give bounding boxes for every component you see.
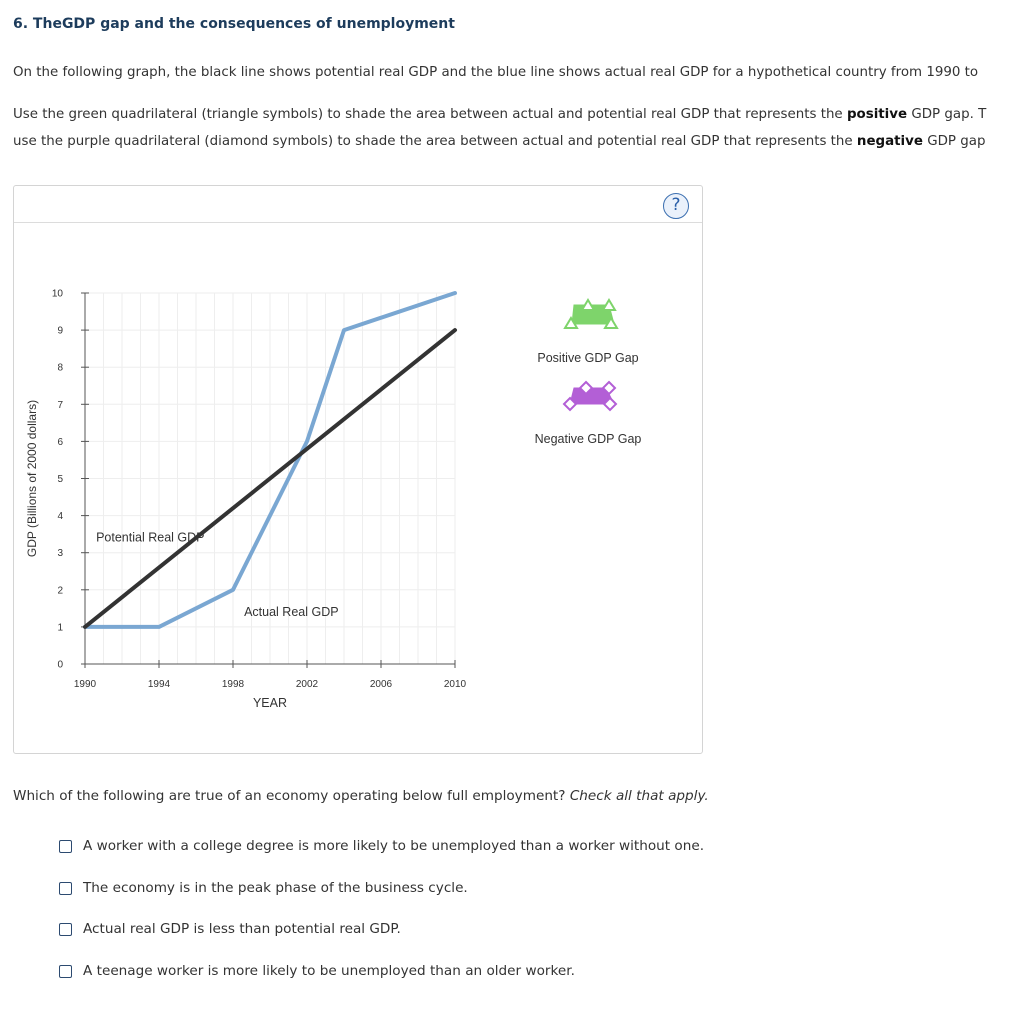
checkbox[interactable] <box>59 840 72 853</box>
x-tick-label: 2010 <box>443 679 467 690</box>
negative-keyword: negative <box>856 134 923 149</box>
choice-label: A worker with a college degree is more likely to be unemployed than a worker without one. <box>83 838 705 854</box>
instruction-text: GDP gap <box>922 134 986 149</box>
choice-actual-less-than-potential[interactable] <box>59 920 401 938</box>
x-tick-label: 1990 <box>73 679 97 690</box>
instruction-text: Use the green quadrilateral (triangle symbols) to shade the area between actual and potential real GDP that represents the <box>13 107 847 122</box>
y-axis-title: GDP (Billions of 2000 dollars) <box>25 399 39 558</box>
positive-gap-tool[interactable] <box>565 300 617 328</box>
positive-gap-label: Positive GDP Gap <box>537 351 639 365</box>
gdp-chart[interactable] <box>14 186 702 753</box>
question-text: Which of the following are true of an economy operating below full employment? <box>13 788 570 804</box>
instruction-line-1: On the following graph, the black line shows potential real GDP and the blue line shows actual real GDP for a hypothetical country from 1990 to <box>13 65 979 80</box>
x-axis-title: YEAR <box>252 696 288 710</box>
checkbox[interactable] <box>59 923 72 936</box>
choice-label: Actual real GDP is less than potential real GDP. <box>83 921 401 937</box>
choice-label: A teenage worker is more likely to be unemployed than an older worker. <box>83 963 575 979</box>
y-tick-label: 3 <box>57 548 63 560</box>
y-tick-label: 8 <box>57 362 63 374</box>
y-tick-label: 6 <box>57 436 63 448</box>
graph-panel <box>13 185 703 754</box>
series-annotation: Actual Real GDP <box>244 604 339 619</box>
checkbox[interactable] <box>59 882 72 895</box>
choice-teenage-worker[interactable] <box>59 962 575 980</box>
y-tick-label: 1 <box>57 622 63 634</box>
series-annotation: Potential Real GDP <box>96 530 205 545</box>
y-tick-label: 0 <box>57 659 63 671</box>
instruction-text: use the purple quadrilateral (diamond symbols) to shade the area between actual and potential real GDP that represents the <box>13 134 857 149</box>
question-prompt <box>13 788 709 804</box>
x-tick-label: 1994 <box>147 679 171 690</box>
negative-gap-label: Negative GDP Gap <box>534 432 642 446</box>
instruction-line-2 <box>13 106 986 124</box>
checkbox[interactable] <box>59 965 72 978</box>
choice-college-degree[interactable] <box>59 837 704 855</box>
y-tick-label: 2 <box>57 585 63 597</box>
negative-gap-tool[interactable] <box>564 382 616 410</box>
y-tick-label: 5 <box>57 474 63 485</box>
x-tick-label: 1998 <box>221 679 245 690</box>
x-tick-label: 2006 <box>369 679 393 690</box>
x-tick-label: 2002 <box>295 679 319 690</box>
instruction-text: GDP gap. T <box>907 107 987 122</box>
choice-peak-phase[interactable] <box>59 879 468 897</box>
choice-label: The economy is in the peak phase of the business cycle. <box>83 880 468 896</box>
y-tick-label: 4 <box>57 511 63 523</box>
positive-keyword: positive <box>846 107 908 122</box>
help-icon[interactable]: ? <box>663 193 689 219</box>
question-hint: Check all that apply. <box>569 788 709 804</box>
y-tick-label: 9 <box>57 325 63 337</box>
page-title: 6. TheGDP gap and the consequences of unemployment <box>13 16 455 32</box>
instruction-line-3 <box>13 133 985 151</box>
y-tick-label: 7 <box>57 399 63 411</box>
y-tick-label: 10 <box>51 288 63 300</box>
